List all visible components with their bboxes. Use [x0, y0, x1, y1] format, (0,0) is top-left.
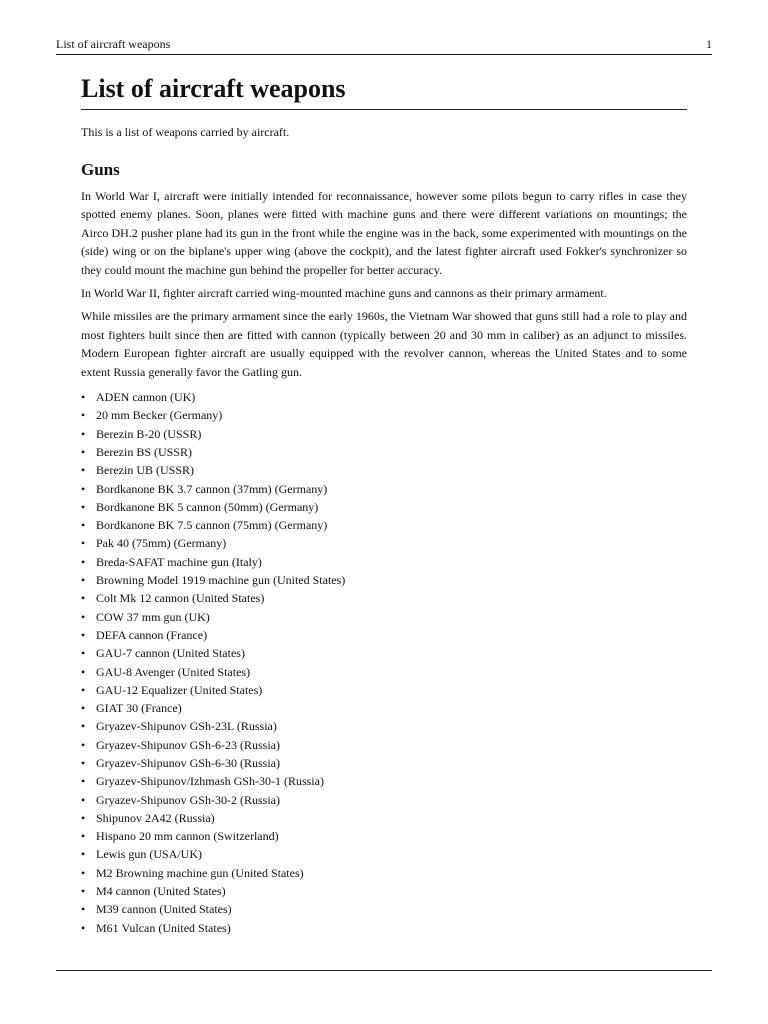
bullet-icon: • [81, 829, 86, 844]
list-item-text[interactable]: COW 37 mm gun (UK) [96, 609, 210, 624]
bullet-icon: • [81, 591, 86, 606]
intro-paragraph: This is a list of weapons carried by aircraft. [81, 125, 290, 139]
bullet-icon: • [81, 847, 86, 862]
list-item [81, 681, 687, 699]
bullet-icon: • [81, 719, 86, 734]
list-item [81, 882, 687, 900]
list-item [81, 388, 687, 406]
bullet-icon: • [81, 682, 86, 697]
list-item-text[interactable]: Shipunov 2A42 (Russia) [96, 810, 215, 825]
list-item [81, 864, 687, 882]
list-item [81, 443, 687, 461]
bullet-icon: • [81, 499, 86, 514]
bullet-icon: • [81, 518, 86, 533]
bullet-icon: • [81, 627, 86, 642]
list-item-text[interactable]: Gryazev-Shipunov GSh-23L (Russia) [96, 719, 277, 734]
bullet-icon: • [81, 884, 86, 899]
list-item-text[interactable]: Browning Model 1919 machine gun (United States) [96, 573, 346, 588]
list-item-text[interactable]: GAU-7 cannon (United States) [96, 646, 245, 661]
running-header [56, 36, 712, 52]
list-item-text[interactable]: Bordkanone BK 3.7 cannon (37mm) (Germany) [96, 481, 328, 496]
bullet-icon: • [81, 701, 86, 716]
list-item-text[interactable]: Gryazev-Shipunov GSh-6-23 (Russia) [96, 737, 280, 752]
bullet-icon: • [81, 664, 86, 679]
list-item [81, 736, 687, 754]
bullet-icon: • [81, 573, 86, 588]
list-item-text[interactable]: Gryazev-Shipunov GSh-30-2 (Russia) [96, 792, 280, 807]
list-item-text[interactable]: Berezin B-20 (USSR) [96, 426, 202, 441]
bullet-icon: • [81, 774, 86, 789]
list-item [81, 406, 687, 424]
bullet-icon: • [81, 481, 86, 496]
list-item-text[interactable]: M4 cannon (United States) [96, 884, 226, 899]
bullet-icon: • [81, 536, 86, 551]
list-item [81, 626, 687, 644]
list-item-text[interactable]: GAU-12 Equalizer (United States) [96, 682, 263, 697]
list-item-text[interactable]: GIAT 30 (France) [96, 701, 182, 716]
footer-rule [56, 970, 712, 971]
list-item-text[interactable]: M2 Browning machine gun (United States) [96, 865, 304, 880]
bullet-icon: • [81, 609, 86, 624]
list-item-text[interactable]: M39 cannon (United States) [96, 902, 232, 917]
bullet-icon: • [81, 463, 86, 478]
gun-list [81, 388, 687, 937]
bullet-icon: • [81, 408, 86, 423]
list-item [81, 571, 687, 589]
page-title: List of aircraft weapons [81, 72, 687, 110]
bullet-icon: • [81, 554, 86, 569]
list-item-text[interactable]: Berezin UB (USSR) [96, 463, 194, 478]
bullet-icon: • [81, 792, 86, 807]
list-item-text[interactable]: Bordkanone BK 7.5 cannon (75mm) (Germany) [96, 518, 328, 533]
list-item [81, 516, 687, 534]
list-item [81, 827, 687, 845]
bullet-icon: • [81, 865, 86, 880]
list-item-text[interactable]: GAU-8 Avenger (United States) [96, 664, 251, 679]
list-item-text[interactable]: Bordkanone BK 5 cannon (50mm) (Germany) [96, 499, 319, 514]
list-item [81, 534, 687, 552]
list-item [81, 425, 687, 443]
list-item [81, 498, 687, 516]
list-item [81, 754, 687, 772]
list-item [81, 717, 687, 735]
guns-paragraph-ww2: In World War II, fighter aircraft carried wing-mounted machine guns and cannons as their primary armament. [81, 286, 607, 301]
list-item [81, 663, 687, 681]
list-item-text[interactable]: Hispano 20 mm cannon (Switzerland) [96, 829, 279, 844]
list-item-text[interactable]: DEFA cannon (France) [96, 627, 208, 642]
list-item [81, 644, 687, 662]
bullet-icon: • [81, 810, 86, 825]
list-item [81, 553, 687, 571]
list-item [81, 589, 687, 607]
section-heading-guns: Guns [81, 160, 120, 179]
list-item-text[interactable]: ADEN cannon (UK) [96, 390, 196, 405]
list-item-text[interactable]: Colt Mk 12 cannon (United States) [96, 591, 265, 606]
bullet-icon: • [81, 390, 86, 405]
bullet-icon: • [81, 756, 86, 770]
bullet-icon: • [81, 646, 86, 661]
running-title: List of aircraft weapons [56, 37, 171, 51]
list-item-text[interactable]: 20 mm Becker (Germany) [96, 408, 223, 423]
list-item [81, 461, 687, 479]
list-item-text[interactable]: Gryazev-Shipunov/Izhmash GSh-30-1 (Russia) [96, 774, 324, 789]
article-body [81, 72, 687, 937]
bullet-icon: • [81, 426, 86, 441]
header-rule [56, 54, 712, 55]
list-item [81, 809, 687, 827]
page-number: 1 [706, 37, 712, 51]
list-item [81, 480, 687, 498]
list-item [81, 699, 687, 717]
bullet-icon: • [81, 444, 86, 459]
list-item-text[interactable]: Pak 40 (75mm) (Germany) [96, 536, 227, 551]
list-item [81, 791, 687, 809]
guns-paragraph-modern: While missiles are the primary armament since the early 1960s, the Vietnam War showed that guns still had a role to play and most fighters built since then are fitted with cannon (typically between 20 and 30 mm in caliber) as an adjunct to missiles. Modern European fighter aircraft are usually equipped with the revolver cannon, whereas the United States and to some extent Russia generally favor the Gatling gun. [81, 309, 687, 379]
list-item [81, 772, 687, 790]
bullet-icon: • [81, 902, 86, 917]
list-item [81, 900, 687, 918]
list-item-text[interactable]: Lewis gun (USA/UK) [96, 847, 202, 862]
list-item-text[interactable]: M61 Vulcan (United States) [96, 920, 231, 935]
list-item [81, 919, 687, 937]
list-item-text[interactable]: Berezin BS (USSR) [96, 444, 192, 459]
guns-paragraph-ww1: In World War I, aircraft were initially intended for reconnaissance, however some pilots begun to carry rifles in case they spotted enemy planes. Soon, planes were fitted with machine guns and there were different variations on mountings; the Airco DH.2 pusher plane had its gun in the front while the engine was in the back, some experimented with mountings on the (side) wing or on the biplane's upper wing (above the cockpit), and the latest fighter aircraft used Fokker's synchronizer so they could mount the machine gun behind the propeller for better accuracy. [81, 189, 687, 277]
list-item [81, 608, 687, 626]
list-item-text[interactable]: Breda-SAFAT machine gun (Italy) [96, 554, 262, 569]
bullet-icon: • [81, 737, 86, 752]
list-item [81, 845, 687, 863]
list-item-text[interactable]: Gryazev-Shipunov GSh-6-30 (Russia) [96, 756, 280, 770]
bullet-icon: • [81, 920, 86, 935]
